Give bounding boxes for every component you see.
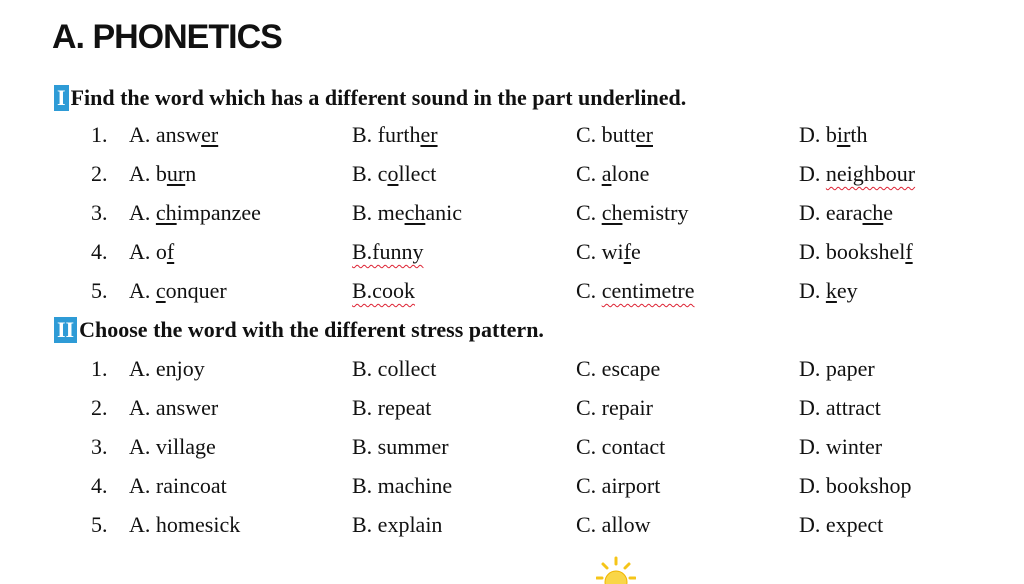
- option-text: A. answ: [129, 122, 202, 147]
- question-number: 1.: [91, 356, 108, 381]
- underlined-part: er: [420, 122, 438, 147]
- question-row: [0, 509, 1024, 541]
- option-b[interactable]: [352, 392, 431, 424]
- option-text: A. homesick: [129, 512, 241, 537]
- option-text: B. machine: [352, 473, 453, 498]
- section-2-heading: [54, 316, 544, 344]
- option-text: D. paper: [799, 356, 875, 381]
- underlined-part: B.cook: [352, 278, 415, 303]
- question-number: 2.: [91, 395, 108, 420]
- option-c[interactable]: [576, 275, 695, 307]
- underlined-part: f: [905, 239, 913, 264]
- option-d[interactable]: [799, 353, 875, 385]
- question-row: [0, 236, 1024, 268]
- question-row: [0, 158, 1024, 190]
- option-c[interactable]: [576, 470, 660, 502]
- option-text: A.: [129, 278, 156, 303]
- option-b[interactable]: [352, 197, 462, 229]
- option-text: B. me: [352, 200, 405, 225]
- option-text: emistry: [622, 200, 689, 225]
- option-text: A. b: [129, 161, 167, 186]
- underlined-part: neighbour: [825, 161, 916, 186]
- option-b[interactable]: [352, 119, 438, 151]
- option-d[interactable]: [799, 197, 893, 229]
- option-text: A.: [129, 200, 156, 225]
- option-a[interactable]: [129, 470, 227, 502]
- option-text: D. attract: [799, 395, 881, 420]
- option-d[interactable]: [799, 119, 867, 151]
- option-b[interactable]: [352, 470, 452, 502]
- option-d[interactable]: [799, 509, 883, 541]
- option-text: n: [185, 161, 197, 186]
- underlined-part: ch: [601, 200, 623, 225]
- option-d[interactable]: [799, 392, 881, 424]
- option-c[interactable]: [576, 431, 665, 463]
- option-text: C. contact: [576, 434, 666, 459]
- option-text: D. bookshel: [799, 239, 906, 264]
- option-text: A. village: [129, 434, 216, 459]
- section-2-instruction: Choose the word with the different stress pattern.: [79, 317, 544, 342]
- question-row: [0, 197, 1024, 229]
- option-c[interactable]: [576, 119, 653, 151]
- underlined-part: ur: [166, 161, 186, 186]
- option-text: C. wi: [576, 239, 624, 264]
- underlined-part: a: [601, 161, 612, 186]
- option-text: C. repair: [576, 395, 653, 420]
- underlined-part: ch: [155, 200, 177, 225]
- option-text: C. airport: [576, 473, 661, 498]
- option-a[interactable]: [129, 431, 216, 463]
- underlined-part: k: [825, 278, 837, 303]
- option-text: th: [850, 122, 868, 147]
- option-a[interactable]: [129, 353, 205, 385]
- option-b[interactable]: [352, 509, 442, 541]
- option-text: C. butt: [576, 122, 636, 147]
- option-text: B. explain: [352, 512, 443, 537]
- option-text: D.: [799, 278, 826, 303]
- section-1-instruction: Find the word which has a different sound in the part underlined.: [70, 85, 687, 110]
- option-text: B. furth: [352, 122, 421, 147]
- question-row: [0, 431, 1024, 463]
- option-a[interactable]: [129, 509, 240, 541]
- option-text: ey: [836, 278, 858, 303]
- question-number: 4.: [91, 239, 108, 264]
- option-d[interactable]: [799, 158, 915, 190]
- question-number: 3.: [91, 200, 108, 225]
- option-b[interactable]: [352, 353, 436, 385]
- option-text: e: [631, 239, 641, 264]
- option-text: A. answer: [129, 395, 219, 420]
- underlined-part: ir: [836, 122, 851, 147]
- option-text: D. eara: [799, 200, 863, 225]
- question-number: 2.: [91, 161, 108, 186]
- option-text: C.: [576, 161, 602, 186]
- option-text: D.: [799, 161, 826, 186]
- sun-icon: [596, 556, 636, 584]
- option-text: llect: [398, 161, 437, 186]
- option-text: lone: [611, 161, 650, 186]
- option-text: C.: [576, 200, 602, 225]
- underlined-part: c: [155, 278, 166, 303]
- section-1-heading: [54, 84, 686, 112]
- option-text: e: [883, 200, 894, 225]
- option-text: C. allow: [576, 512, 651, 537]
- option-a[interactable]: [129, 275, 227, 307]
- underlined-part: f: [166, 239, 175, 264]
- question-number: 1.: [91, 122, 108, 147]
- option-b[interactable]: [352, 158, 436, 190]
- option-text: B. c: [352, 161, 388, 186]
- option-text: C.: [576, 278, 602, 303]
- option-d[interactable]: [799, 275, 858, 307]
- option-text: impanzee: [176, 200, 261, 225]
- option-a[interactable]: [129, 236, 174, 268]
- page-title: A. PHONETICS: [52, 18, 282, 56]
- underlined-part: B.funny: [352, 239, 424, 264]
- option-a[interactable]: [129, 158, 196, 190]
- underlined-part: er: [201, 122, 219, 147]
- option-text: B. summer: [352, 434, 449, 459]
- option-text: D. bookshop: [799, 473, 912, 498]
- option-text: D. b: [799, 122, 837, 147]
- question-number: 3.: [91, 434, 108, 459]
- question-row: [0, 392, 1024, 424]
- underlined-part: ch: [404, 200, 426, 225]
- question-number: 4.: [91, 473, 108, 498]
- option-text: C. escape: [576, 356, 661, 381]
- option-text: A. enjoy: [129, 356, 205, 381]
- option-a[interactable]: [129, 197, 261, 229]
- option-a[interactable]: [129, 392, 218, 424]
- option-text: B. collect: [352, 356, 437, 381]
- underlined-part: ch: [862, 200, 884, 225]
- option-c[interactable]: [576, 236, 641, 268]
- option-a[interactable]: [129, 119, 218, 151]
- option-c[interactable]: [576, 509, 651, 541]
- question-number: 5.: [91, 512, 108, 537]
- question-row: [0, 353, 1024, 385]
- option-d[interactable]: [799, 470, 911, 502]
- option-text: A. raincoat: [129, 473, 227, 498]
- section-1-number: I: [54, 85, 69, 111]
- option-text: D. winter: [799, 434, 883, 459]
- question-number: 5.: [91, 278, 108, 303]
- question-row: [0, 275, 1024, 307]
- section-2-number: II: [54, 317, 77, 343]
- underlined-part: er: [635, 122, 653, 147]
- option-d[interactable]: [799, 431, 882, 463]
- underlined-part: f: [623, 239, 632, 264]
- option-c[interactable]: [576, 392, 653, 424]
- option-b[interactable]: [352, 275, 415, 307]
- option-text: A. o: [129, 239, 167, 264]
- option-text: anic: [425, 200, 462, 225]
- option-b[interactable]: [352, 431, 449, 463]
- underlined-part: o: [387, 161, 399, 186]
- question-row: [0, 119, 1024, 151]
- option-d[interactable]: [799, 236, 913, 268]
- question-row: [0, 470, 1024, 502]
- option-text: B. repeat: [352, 395, 432, 420]
- option-text: onquer: [165, 278, 227, 303]
- option-text: D. expect: [799, 512, 884, 537]
- option-c[interactable]: [576, 197, 688, 229]
- option-c[interactable]: [576, 353, 660, 385]
- underlined-part: centimetre: [601, 278, 695, 303]
- option-b[interactable]: [352, 236, 424, 268]
- option-c[interactable]: [576, 158, 649, 190]
